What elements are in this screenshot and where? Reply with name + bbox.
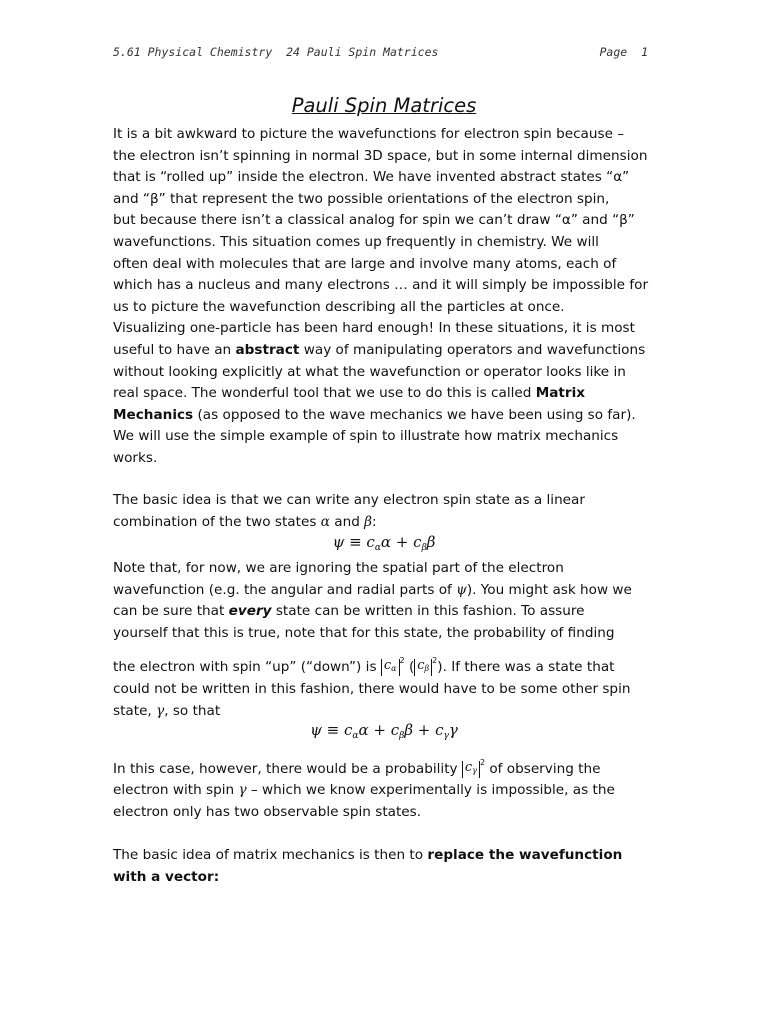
eq-part: ψ ≡ c <box>310 721 353 739</box>
text-line <box>113 405 658 427</box>
text-line: could not be written in this fashion, there would have to be some other spin <box>113 681 631 697</box>
text-line: but because there isn’t a classical analog for spin we can’t draw “α” and “β” <box>113 212 635 229</box>
math-superscript: 2 <box>432 656 438 665</box>
text-line: Note that, for now, we are ignoring the spatial part of the electron <box>113 560 564 576</box>
math-alpha: α <box>320 513 330 530</box>
text-line: often deal with molecules that are large and involve many atoms, each of <box>113 255 617 272</box>
text-span: combination of the two states <box>113 513 321 530</box>
eq-part: α + c <box>358 721 400 739</box>
text-line <box>113 780 658 802</box>
header-left <box>113 45 438 59</box>
bold-replace: replace the wavefunction <box>427 847 623 863</box>
header-page <box>600 45 649 59</box>
text-line: yourself that this is true, note that for this state, the probability of finding <box>113 624 615 641</box>
abs-c-beta <box>414 659 432 676</box>
text-line <box>113 752 658 781</box>
math-beta: β <box>364 513 372 530</box>
text-span: , so that <box>164 702 221 719</box>
text-line: The basic idea is that we can write any electron spin state as a linear <box>113 492 585 508</box>
text-span: ). If there was a state that <box>437 659 615 675</box>
text-span: state can be written in this fashion. To assure <box>271 603 585 620</box>
math-gamma: γ <box>238 782 247 798</box>
math-gamma: γ <box>156 702 165 719</box>
text-span: the electron with spin “up” (“down”) is <box>113 659 381 675</box>
text-span: The basic idea of matrix mechanics is then to <box>113 847 428 863</box>
eq-subscript: α <box>352 731 359 741</box>
eq-part: ψ ≡ c <box>332 533 375 551</box>
text-line: that is “rolled up” inside the electron. We have invented abstract states “α” <box>113 169 630 186</box>
text-span: and <box>329 513 365 530</box>
math-psi: ψ <box>456 581 467 598</box>
text-line: works. <box>113 450 158 466</box>
text-span: state, <box>113 702 157 719</box>
text-line <box>113 650 658 679</box>
text-span: of observing the <box>485 761 601 777</box>
math-c: c <box>417 658 425 673</box>
text-line <box>113 701 658 723</box>
text-span: ( <box>404 659 415 675</box>
bold-matrix: Matrix <box>535 385 586 402</box>
math-superscript: 2 <box>479 758 486 767</box>
text-span: In this case, however, there would be a probability <box>113 761 462 777</box>
eq-part: γ <box>448 721 458 739</box>
bold-abstract: abstract <box>235 342 300 358</box>
eq-part: α + c <box>380 533 422 551</box>
text-line: without looking explicitly at what the wavefunction or operator looks like in <box>113 363 626 380</box>
eq-subscript: β <box>421 543 427 553</box>
header-page-label: Page <box>599 45 628 59</box>
text-span: : <box>372 513 377 530</box>
text-line: which has a nucleus and many electrons … and it will simply be impossible for <box>113 277 649 294</box>
header-page-number: 1 <box>641 45 648 59</box>
text-line <box>113 383 658 405</box>
text-line <box>113 580 658 602</box>
text-line: wavefunctions. This situation comes up frequently in chemistry. We will <box>113 234 599 250</box>
eq-subscript: α <box>374 543 381 553</box>
equation-psi-three-states <box>0 721 768 741</box>
page-title: Pauli Spin Matrices <box>291 94 477 117</box>
equation-psi-two-states <box>0 533 768 553</box>
math-c: c <box>464 760 473 775</box>
text-span: real space. The wonderful tool that we use to do this is called <box>113 385 536 402</box>
text-span: – which we know experimentally is impossible, as the <box>246 782 615 798</box>
text-line <box>113 340 658 362</box>
text-line: the electron isn’t spinning in normal 3D space, but in some internal dimension <box>113 147 648 164</box>
text-span: can be sure that <box>113 603 229 620</box>
eq-subscript: β <box>399 731 405 741</box>
text-line: and “β” that represent the two possible orientations of the electron spin, <box>113 190 610 207</box>
text-span: way of manipulating operators and wavefunctions <box>299 342 646 358</box>
text-span: useful to have an <box>113 342 236 358</box>
abs-c-gamma <box>462 761 480 778</box>
text-span: (as opposed to the wave mechanics we have been using so far). <box>193 406 636 423</box>
emphasis-every: every <box>228 603 272 620</box>
text-span: ). You might ask how we <box>466 581 632 598</box>
math-subscript: β <box>424 664 430 673</box>
bold-vector: with a vector: <box>113 868 220 885</box>
eq-subscript: γ <box>443 731 449 741</box>
text-line <box>113 867 658 889</box>
text-line: It is a bit awkward to picture the wavefunctions for electron spin because – <box>113 126 625 142</box>
text-line: electron only has two observable spin states. <box>113 803 422 820</box>
text-line: We will use the simple example of spin to illustrate how matrix mechanics <box>113 428 619 445</box>
page-header <box>113 45 648 59</box>
text-line: us to picture the wavefunction describing all the particles at once. <box>113 298 565 315</box>
text-line <box>113 601 658 623</box>
bold-mechanics: Mechanics <box>113 406 194 423</box>
text-line: Visualizing one-particle has been hard enough! In these situations, it is most <box>113 320 635 337</box>
text-line <box>113 512 658 534</box>
math-c: c <box>383 658 392 673</box>
text-line <box>113 845 658 867</box>
text-span: wavefunction (e.g. the angular and radial parts of <box>113 581 457 598</box>
text-span: electron with spin <box>113 782 239 798</box>
math-subscript: γ <box>472 766 477 775</box>
math-subscript: α <box>391 664 397 673</box>
math-superscript: 2 <box>399 656 405 665</box>
header-course: 5.61 Physical Chemistry <box>113 45 273 59</box>
eq-part: β + c <box>404 721 444 739</box>
header-lecture: 24 Pauli Spin Matrices <box>286 45 439 59</box>
eq-part: β <box>426 533 436 551</box>
abs-c-alpha <box>381 659 400 676</box>
